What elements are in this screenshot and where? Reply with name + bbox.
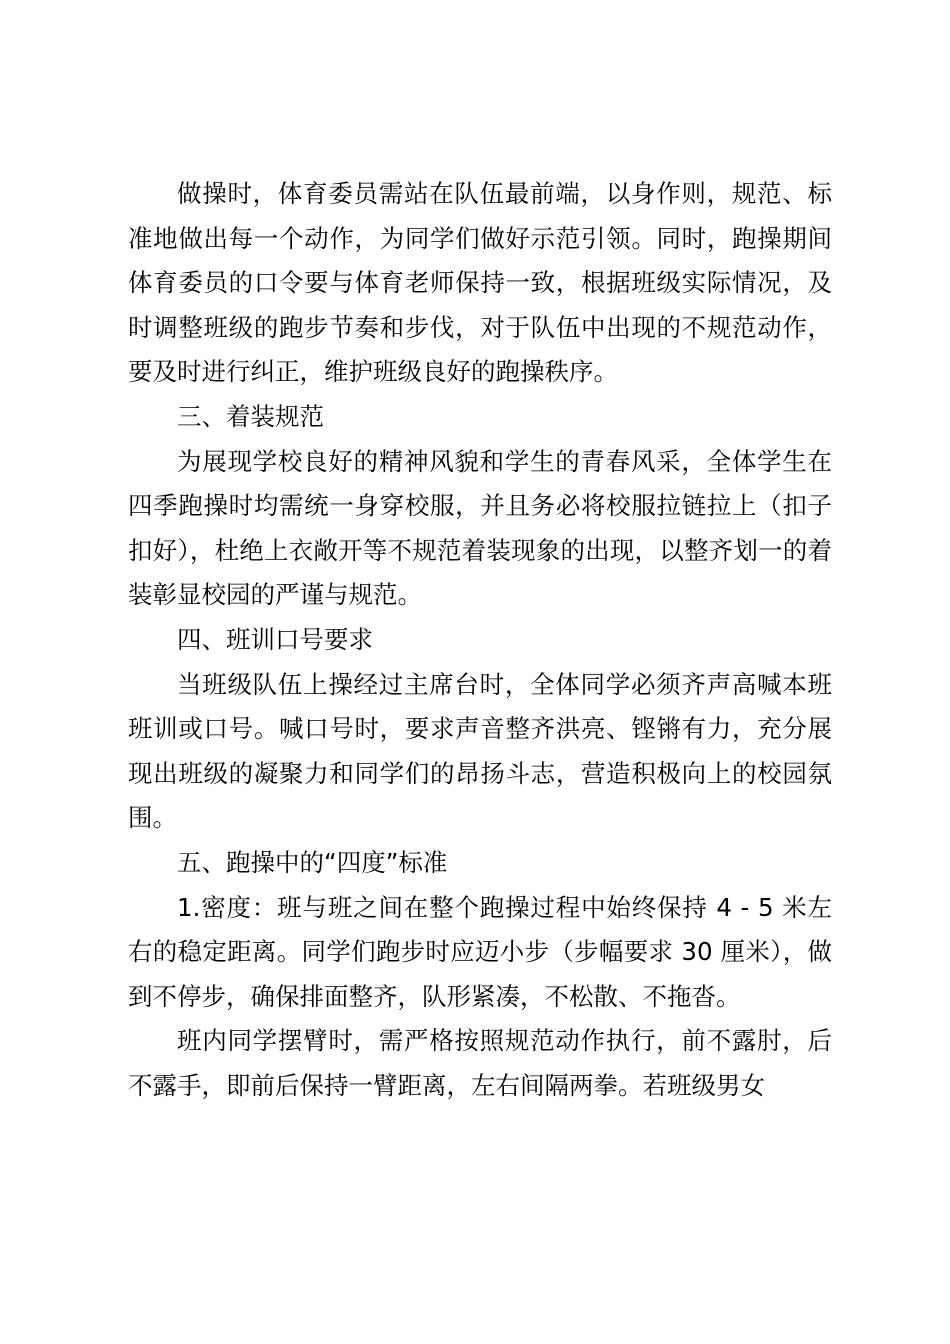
heading-dress-code: 三、着装规范 (177, 401, 324, 431)
heading-class-slogan: 四、班训口号要求 (177, 624, 373, 654)
paragraph-density: 1.密度：班与班之间在整个跑操过程中始终保持 4 - 5 米左右的稳定距离。同学们跑步时应迈小步（步幅要求 30 厘米），做到不停步，确保排面整齐，队形紧凑，不松散、不拖沓。 (128, 892, 832, 1011)
paragraph-arm-swing: 班内同学摆臂时，需严格按照规范动作执行，前不露肘，后不露手，即前后保持一臂距离，左右间隔两拳。若班级男女 (128, 1026, 832, 1100)
heading-four-standards: 五、跑操中的“四度”标准 (177, 847, 448, 877)
paragraph-leader-duties: 做操时，体育委员需站在队伍最前端，以身作则，规范、标准地做出每一个动作，为同学们做好示范引领。同时，跑操期间体育委员的口令要与体育老师保持一致，根据班级实际情况，及时调整班级的跑步节奏和步伐，对于队伍中出现的不规范动作，要及时进行纠正，维护班级良好的跑操秩序。 (128, 179, 832, 387)
paragraph-dress-code: 为展现学校良好的精神风貌和学生的青春风采，全体学生在四季跑操时均需统一身穿校服，并且务必将校服拉链拉上（扣子扣好），杜绝上衣敞开等不规范着装现象的出现，以整齐划一的着装彰显校园的严谨与规范。 (128, 446, 832, 610)
document-body (128, 172, 832, 1108)
paragraph-class-slogan: 当班级队伍上操经过主席台时，全体同学必须齐声高喊本班班训或口号。喊口号时，要求声音整齐洪亮、铿锵有力，充分展现出班级的凝聚力和同学们的昂扬斗志，营造积极向上的校园氛围。 (128, 669, 832, 833)
